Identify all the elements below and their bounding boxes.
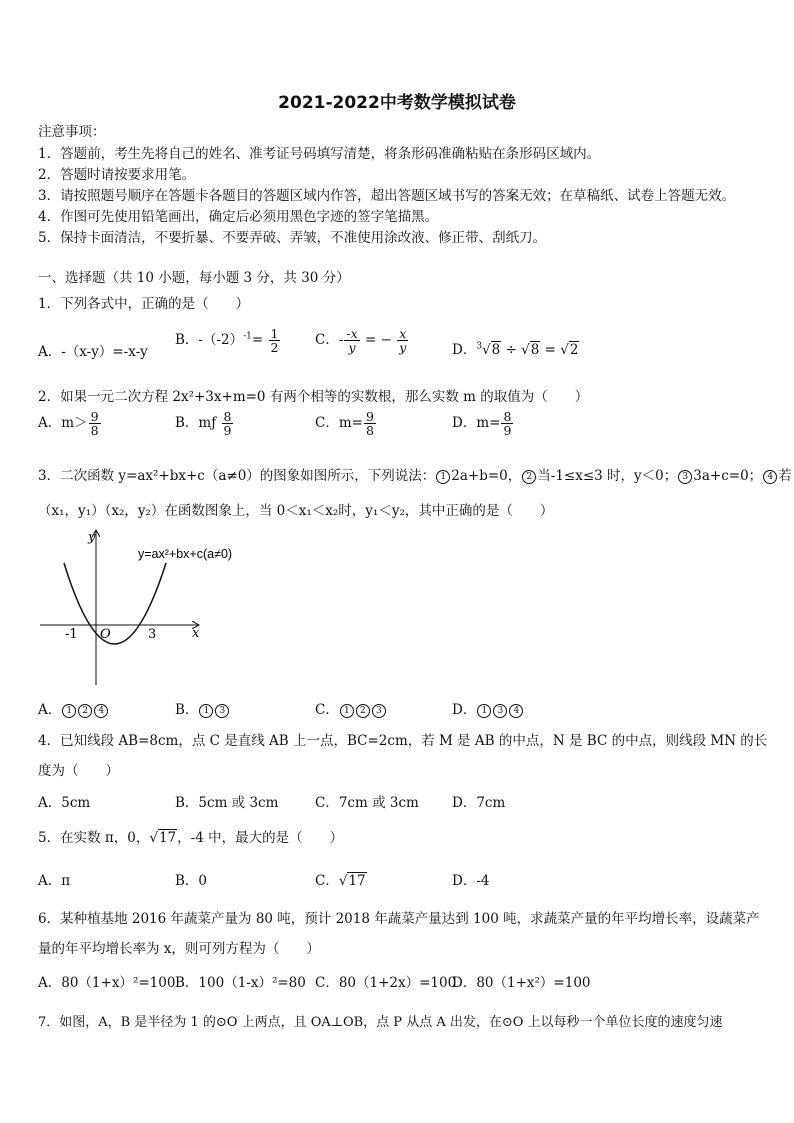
section-heading: 一、选择题（共 10 小题，每小题 3 分，共 30 分） [38,270,350,286]
question-4-stem-line1: 4．已知线段 AB=8cm，点 C 是直线 AB 上一点，BC=2cm，若 M 是 AB 的中点，N 是 BC 的中点，则线段 MN 的长 [38,733,768,749]
q5-option-b: B．0 [175,873,208,889]
question-7-stem: 7．如图，A，B 是半径为 1 的⊙O 上两点，且 OA⊥OB，点 P 从点 A 出发，在⊙O 上以每秒一个单位长度的速度匀速 [38,1015,723,1030]
q1-option-c: C．- $\frac{-x}{y}$ = − $\frac{x}{y}$ [315,326,407,356]
question-1-stem: 1．下列各式中，正确的是（ ） [38,296,250,312]
q2-option-d: D．m= $\frac{8}{9}$ [452,409,512,439]
question-6-stem-line1: 6．某种植基地 2016 年蔬菜产量为 80 吨，预计 2018 年蔬菜产量达到 100 吨，求蔬菜产量的年平均增长率，设蔬菜产 [38,911,760,927]
q1-option-b: B．$-(-2)^{-1}=$ $\frac{1}{2}$ [175,326,279,356]
tick-3: 3 [148,627,157,642]
q1-option-a: A．-（x-y）=-x-y [38,344,148,360]
q6-option-c: C．80（1+2x）=100 [315,975,457,991]
q6-option-a: A．80（1+x）²=100 [38,975,176,991]
question-2-stem: 2．如果一元二次方程 2x²+3x+m=0 有两个相等的实数根，那么实数 m 的取值为（ ） [38,389,589,405]
q4-option-a: A．5cm [38,795,91,811]
q2-option-b: B．mƒ $\frac{8}{9}$ [175,409,232,439]
q5-option-d: D．-4 [452,873,490,889]
q2-option-c: C．m= $\frac{9}{8}$ [315,409,374,439]
note-item-3: 3．请按照题号顺序在答题卡各题目的答题区域内作答，超出答题区域书写的答案无效；在草稿纸、试卷上答题无效。 [38,188,736,204]
notes-heading: 注意事项： [38,124,106,140]
origin-label: O [100,627,111,642]
q1-option-d: D．$^3$√8 ÷ √8 = √2 [452,341,579,358]
q3-option-d: D． 1 3 4 [452,698,524,718]
note-item-4: 4．作图可先使用铅笔画出，确定后必须用黑色字迹的签字笔描黑。 [38,209,439,225]
q5-option-c: C．√17 [315,873,366,889]
note-item-2: 2．答题时请按要求用笔。 [38,167,196,183]
page-title: 2021-2022中考数学模拟试卷 [278,93,516,113]
q3-option-c: C． 1 2 3 [315,698,387,718]
function-label: y=ax²+bx+c(a≠0) [138,547,233,561]
question-4-stem-line2: 度为（ ） [38,763,119,779]
q6-option-b: B．100（1-x）²=80 [175,975,306,991]
q6-option-d: D．80（1+x²）=100 [452,975,591,991]
question-6-stem-line2: 量的年平均增长率为 x，则可列方程为（ ） [38,941,320,957]
x-axis-label: x [192,626,200,641]
q4-option-d: D．7cm [452,795,506,811]
q3-option-b: B． 1 3 [175,698,230,718]
q5-option-a: A．π [38,873,71,889]
q3-option-a: A． 1 2 4 [38,698,109,718]
q4-option-b: B．5cm 或 3cm [175,795,279,811]
note-item-1: 1．答题前，考生先将自己的姓名、准考证号码填写清楚，将条形码准确粘贴在条形码区域内。 [38,146,601,162]
y-axis-label: y [88,530,96,545]
tick-neg1: -1 [65,627,78,642]
question-5-stem: 5．在实数 π，0，√17，-4 中，最大的是（ ） [38,830,344,846]
parabola-graph [36,525,266,695]
q4-option-c: C．7cm 或 3cm [315,795,419,811]
note-item-5: 5．保持卡面清洁，不要折暴、不要弄破、弄皱，不准使用涂改液、修正带、刮纸刀。 [38,230,547,246]
question-3-stem-line1: 3．二次函数 y=ax²+bx+c（a≠0）的图象如图所示，下列说法： 1 2a+b=0， 2 当-1≤x≤3 时，y＜0； 3 3a+c=0； 4 若 [38,468,792,484]
q2-option-a: A．m＞ $\frac{9}{8}$ [38,409,99,439]
question-3-stem-line2: （x₁，y₁）（x₂，y₂）在函数图象上，当 0＜x₁＜x₂时，y₁＜y₂，其中正确的是（ ） [38,503,554,519]
